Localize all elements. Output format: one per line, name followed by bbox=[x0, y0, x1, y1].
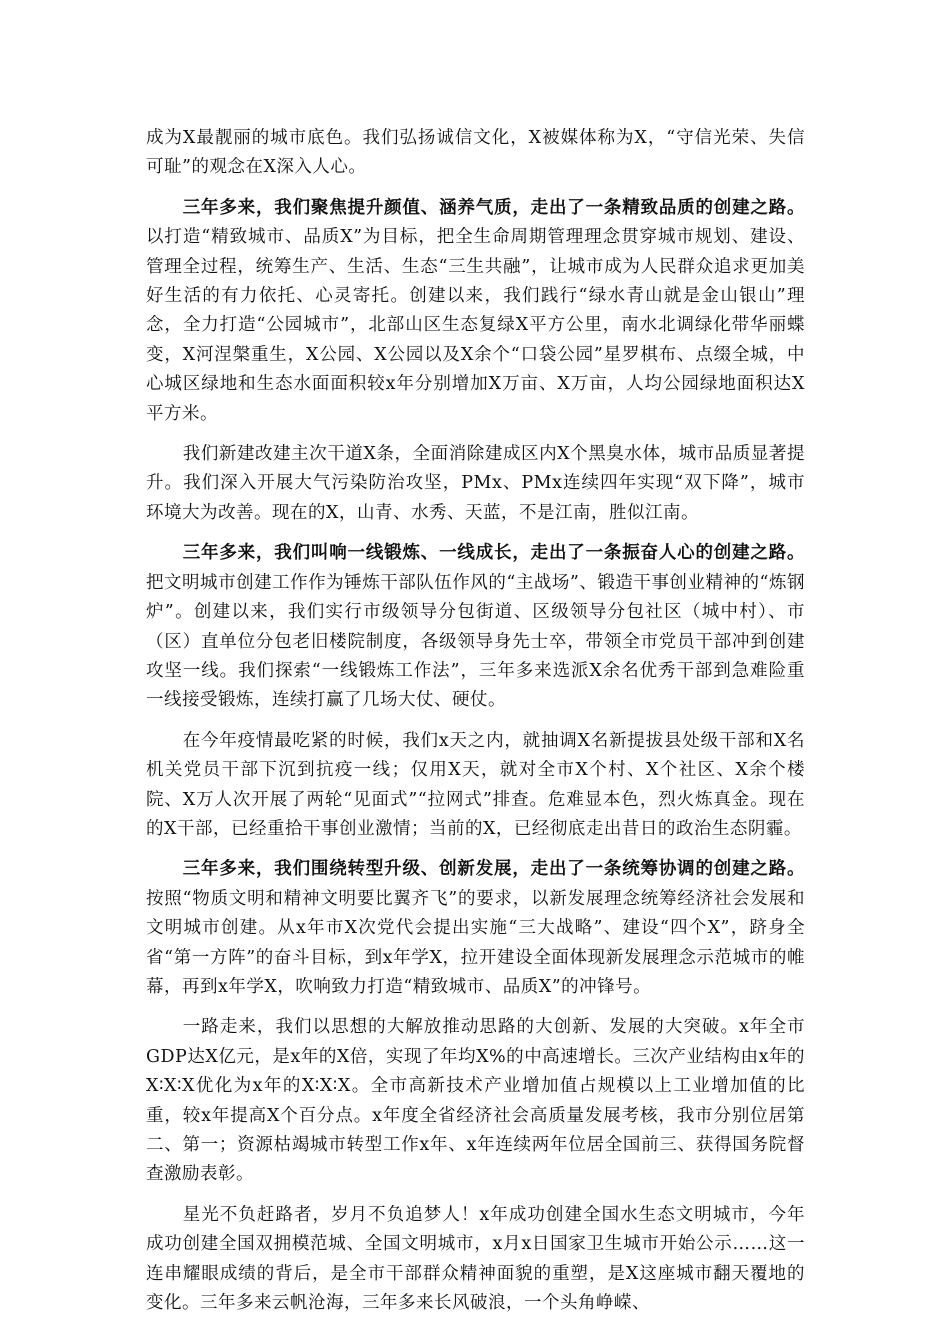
paragraph-text: 把文明城市创建工作作为锤炼干部队伍作风的“主战场”、锻造干事创业精神的“炼钢炉”。创建以来，我们实行市级领导分包街道、区级领导分包社区（城中村）、市（区）直单位分包老旧楼院制度，各级领导身先士卒，带领全市党员干部冲到创建攻坚一线。我们探索“一线锻炼工作法”，三年多来选派X余名优秀干部到急难险重一线接受锻炼，连续打赢了几场大仗、硬仗。 bbox=[146, 572, 805, 711]
paragraph-1 bbox=[146, 124, 805, 183]
paragraph-text: 星光不负赶路者，岁月不负追梦人！x年成功创建全国水生态文明城市，今年成功创建全国双拥模范城、全国文明城市，x月x日国家卫生城市开始公示……这一连串耀眼成绩的背后，是全市干部群众精神面貌的重塑，是X这座城市翻天覆地的变化。三年多来云帆沧海，三年多来长风破浪，一个头角峥嵘、 bbox=[146, 1204, 805, 1314]
paragraph-text: 按照“物质文明和精神文明要比翼齐飞”的要求，以新发展理念统筹经济社会发展和文明城市创建。从x年市X次党代会提出实施“三大战略”、建设“四个X”，跻身全省“第一方阵”的奋斗目标，到x年学X，拉开建设全面体现新发展理念示范城市的帷幕，再到x年学X，吹响致力打造“精致城市、品质X”的冲锋号。 bbox=[146, 888, 805, 997]
paragraph-3 bbox=[146, 440, 805, 528]
paragraph-lead-sentence: 三年多来，我们围绕转型升级、创新发展，走出了一条统筹协调的创建之路。 bbox=[182, 859, 805, 880]
paragraph-text: 在今年疫情最吃紧的时候，我们x天之内，就抽调X名新提拔县处级干部和X名机关党员干部下沉到抗疫一线；仅用X天，就对全市X个村、X个社区、X余个楼院、X万人次开展了两轮“见面式”“拉网式”排查。危难显本色，烈火炼真金。现在的X干部，已经重拾干事创业激情；当前的X，已经彻底走出昔日的政治生态阴霾。 bbox=[146, 730, 805, 839]
paragraph-4 bbox=[146, 539, 805, 715]
paragraph-7 bbox=[146, 1013, 805, 1189]
paragraph-6 bbox=[146, 855, 805, 1002]
document-page bbox=[146, 124, 805, 1329]
paragraph-text: 以打造“精致城市、品质X”为目标，把全生命周期管理理念贯穿城市规划、建设、管理全过程，统筹生产、生活、生态“三生共融”，让城市成为人民群众追求更加美好生活的有力依托、心灵寄托。创建以来，我们践行“绿水青山就是金山银山”理念，全力打造“公园城市”，北部山区生态复绿X平方公里，南水北调绿化带华丽蝶变，X河涅槃重生，X公园、X公园以及X余个“口袋公园”星罗棋布、点缀全城，中心城区绿地和生态水面面积较x年分别增加X万亩、X万亩，人均公园绿地面积达X平方米。 bbox=[146, 227, 805, 424]
paragraph-lead-sentence: 三年多来，我们叫响一线锻炼、一线成长，走出了一条振奋人心的创建之路。 bbox=[182, 543, 805, 564]
paragraph-8 bbox=[146, 1201, 805, 1319]
paragraph-5 bbox=[146, 727, 805, 845]
paragraph-text: 成为X最靓丽的城市底色。我们弘扬诚信文化，X被媒体称为X，“守信光荣、失信可耻”的观念在X深入人心。 bbox=[146, 128, 805, 178]
paragraph-2 bbox=[146, 194, 805, 429]
paragraph-text: 一路走来，我们以思想的大解放推动思路的大创新、发展的大突破。x年全市GDP达X亿元，是x年的X倍，实现了年均X%的中高速增长。三次产业结构由x年的X∶X∶X优化为x年的X∶X∶X。全市高新技术产业增加值占规模以上工业增加值的比重，较x年提高X个百分点。x年度全省经济社会高质量发展考核，我市分别位居第二、第一；资源枯竭城市转型工作x年、x年连续两年位居全国前三、获得国务院督查激励表彰。 bbox=[146, 1017, 805, 1185]
paragraph-text: 我们新建改建主次干道X条，全面消除建成区内X个黑臭水体，城市品质显著提升。我们深入开展大气污染防治攻坚，PMx、PMx连续四年实现“双下降”，城市环境大为改善。现在的X，山青、水秀、天蓝，不是江南，胜似江南。 bbox=[146, 444, 805, 523]
paragraph-lead-sentence: 三年多来，我们聚焦提升颜值、涵养气质，走出了一条精致品质的创建之路。 bbox=[182, 197, 805, 218]
